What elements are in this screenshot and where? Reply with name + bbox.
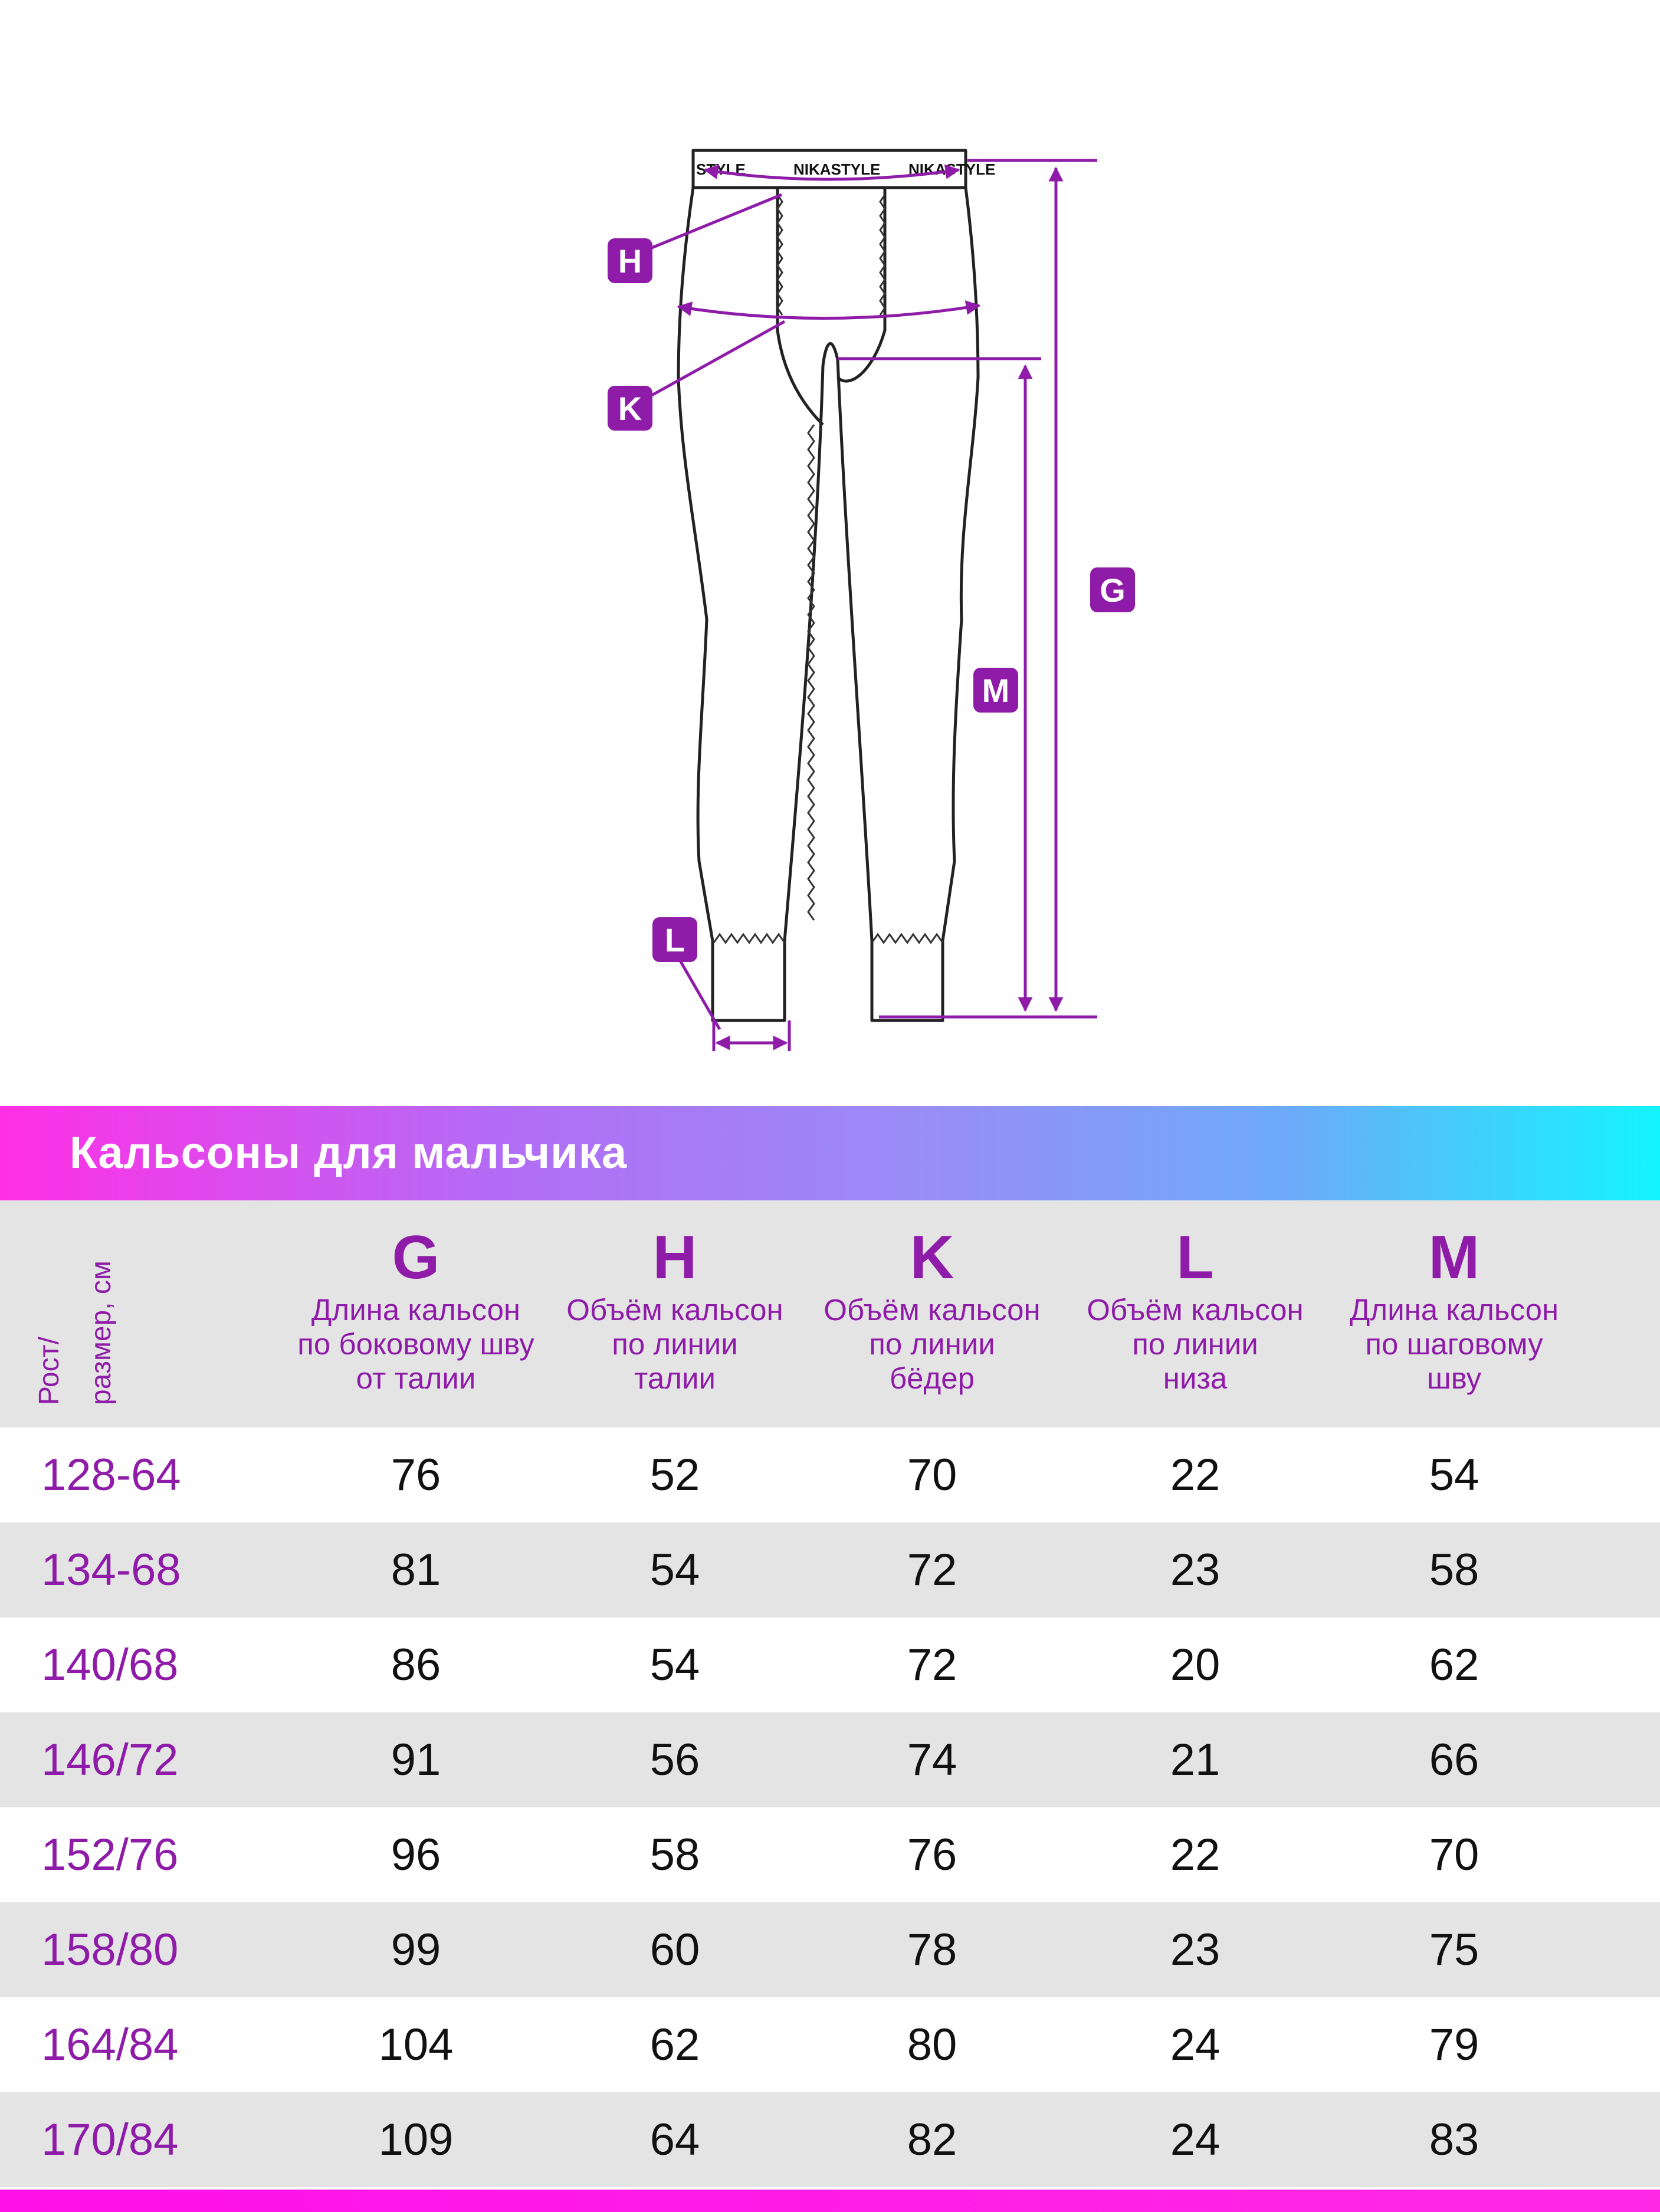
value-m: 83 <box>1429 2115 1479 2165</box>
value-k: 72 <box>907 1545 957 1595</box>
size-cell: 152/76 <box>41 1830 179 1880</box>
column-header-h <box>545 1200 805 1396</box>
column-letter: G <box>392 1223 440 1292</box>
column-header-l <box>1065 1200 1325 1396</box>
label-g: G <box>1100 572 1126 609</box>
size-cell: 140/68 <box>41 1640 179 1690</box>
column-desc-line: шву <box>1426 1361 1482 1395</box>
label-k: K <box>618 390 642 427</box>
value-h: 64 <box>649 2115 700 2165</box>
label-l: L <box>664 921 685 959</box>
waistband-text-2: NIKASTYLE <box>793 160 881 178</box>
bottom-accent-bar <box>0 2190 1660 2212</box>
table-row <box>0 1712 1660 1807</box>
column-desc-line: по линии <box>612 1327 738 1361</box>
value-l: 22 <box>1170 1450 1221 1500</box>
column-letter: K <box>910 1223 954 1292</box>
value-m: 58 <box>1429 1545 1479 1595</box>
column-desc-line: бёдер <box>889 1361 975 1395</box>
column-desc-line: по линии <box>869 1327 995 1361</box>
column-header-m <box>1324 1200 1584 1396</box>
value-h: 54 <box>649 1545 700 1595</box>
table-row <box>0 1997 1660 2092</box>
column-desc-line: низа <box>1163 1361 1228 1395</box>
value-k: 72 <box>907 1640 957 1690</box>
label-h: H <box>618 242 642 280</box>
table-row <box>0 1427 1660 1522</box>
column-desc-line: Объём кальсон <box>824 1293 1041 1327</box>
value-k: 82 <box>907 2115 957 2165</box>
value-l: 21 <box>1170 1735 1221 1785</box>
column-letter: L <box>1176 1223 1214 1292</box>
column-desc-line: Длина кальсон <box>1349 1293 1559 1327</box>
value-h: 52 <box>649 1450 700 1500</box>
column-letter: H <box>652 1223 697 1292</box>
table-row <box>0 1522 1660 1617</box>
value-g: 81 <box>391 1545 441 1595</box>
value-g: 76 <box>391 1450 441 1500</box>
value-l: 23 <box>1170 1545 1221 1595</box>
column-desc-line: Длина кальсон <box>311 1293 521 1327</box>
value-k: 70 <box>907 1450 957 1500</box>
measure-lines <box>652 160 1097 1051</box>
column-desc-line: Объём кальсон <box>1087 1293 1304 1327</box>
column-desc-line: талии <box>634 1361 716 1395</box>
value-l: 20 <box>1170 1640 1221 1690</box>
value-m: 75 <box>1429 1925 1479 1975</box>
value-m: 70 <box>1429 1830 1479 1880</box>
size-cell: 170/84 <box>41 2115 179 2165</box>
value-h: 60 <box>649 1925 700 1975</box>
size-cell: 164/84 <box>41 2020 179 2070</box>
size-header-line-2: размер, см <box>86 1261 117 1405</box>
value-h: 56 <box>649 1735 700 1785</box>
table-row <box>0 1617 1660 1712</box>
value-k: 80 <box>907 2020 957 2070</box>
column-desc-line: Объём кальсон <box>566 1293 783 1327</box>
table-row <box>0 1807 1660 1902</box>
size-cell: 146/72 <box>41 1735 179 1785</box>
column-letter: M <box>1428 1223 1480 1292</box>
stitching <box>714 195 943 943</box>
size-header-line-1: Рост/ <box>34 1337 65 1405</box>
value-l: 24 <box>1170 2020 1221 2070</box>
value-m: 66 <box>1429 1735 1479 1785</box>
label-m: M <box>982 672 1010 709</box>
waistband-text-1: STYLE <box>696 160 746 178</box>
value-h: 54 <box>649 1640 700 1690</box>
value-m: 54 <box>1429 1450 1479 1500</box>
value-m: 62 <box>1429 1640 1479 1690</box>
measurement-diagram <box>0 0 1660 1103</box>
value-m: 79 <box>1429 2020 1479 2070</box>
column-desc-line: по шаговому <box>1365 1327 1543 1361</box>
column-header-g <box>286 1200 546 1396</box>
value-k: 78 <box>907 1925 957 1975</box>
value-h: 62 <box>649 2020 700 2070</box>
value-g: 96 <box>391 1830 441 1880</box>
value-g: 91 <box>391 1735 441 1785</box>
pants-outline <box>678 150 978 1020</box>
column-header-k <box>802 1200 1062 1396</box>
column-desc-line: по боковому шву <box>297 1327 534 1361</box>
size-cell: 128-64 <box>41 1450 181 1500</box>
banner-title: Кальсоны для мальчика <box>70 1128 628 1178</box>
table-row <box>0 1902 1660 1997</box>
size-cell: 134-68 <box>41 1545 181 1595</box>
waistband-text-3: NIKASTYLE <box>908 160 996 178</box>
size-cell: 158/80 <box>41 1925 179 1975</box>
value-l: 23 <box>1170 1925 1221 1975</box>
value-g: 86 <box>391 1640 441 1690</box>
value-k: 74 <box>907 1735 957 1785</box>
value-h: 58 <box>649 1830 700 1880</box>
value-l: 24 <box>1170 2115 1221 2165</box>
table-row <box>0 2092 1660 2187</box>
value-g: 99 <box>391 1925 441 1975</box>
value-g: 104 <box>378 2020 454 2070</box>
value-l: 22 <box>1170 1830 1221 1880</box>
title-banner <box>0 1106 1660 1200</box>
column-desc-line: от талии <box>356 1361 476 1395</box>
value-k: 76 <box>907 1830 957 1880</box>
column-desc-line: по линии <box>1132 1327 1258 1361</box>
size-column-header <box>24 1240 127 1405</box>
value-g: 109 <box>378 2115 454 2165</box>
